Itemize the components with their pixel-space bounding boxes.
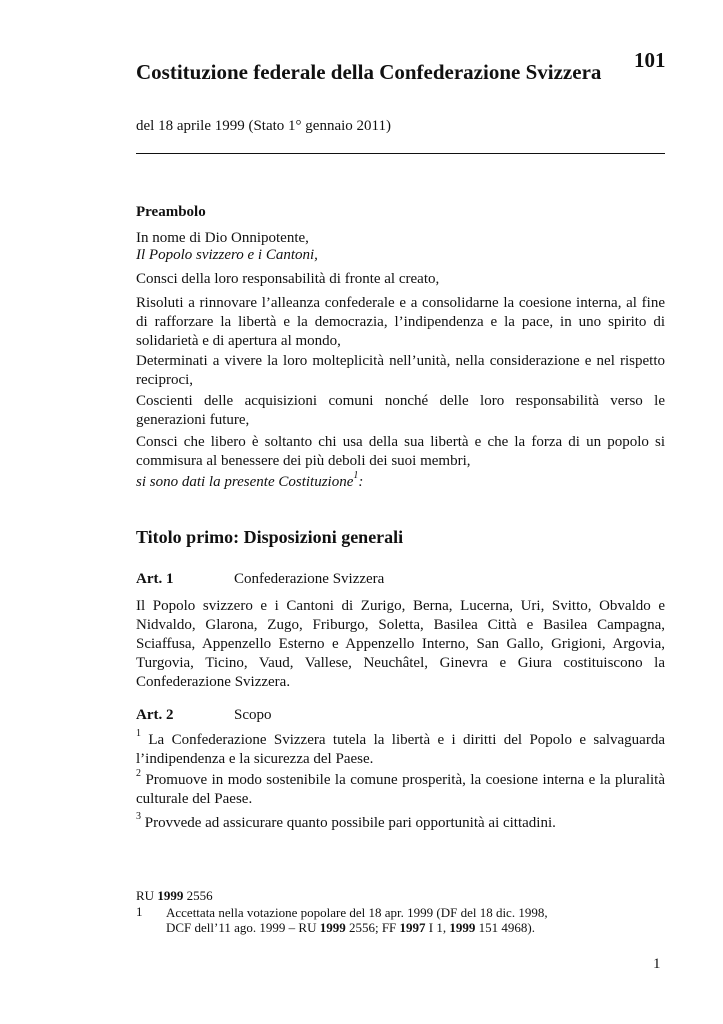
paragraph-number: 3 <box>136 811 141 822</box>
paragraph-number: 2 <box>136 768 141 779</box>
preamble-line1: In nome di Dio Onnipotente, <box>136 230 309 246</box>
art2-paragraph-2 <box>136 768 665 809</box>
paragraph-text: Promuove in modo sostenibile la comune prosperità, la coesione interna e la pluralità culturale del Paese. <box>136 772 665 807</box>
art1-title: Confederazione Svizzera <box>234 571 385 587</box>
preamble-paragraph-3: Determinati a vivere la loro molteplicità nell’unità, nella considerazione e nel rispetto reciproci, <box>136 353 665 388</box>
paragraph-text: La Confederazione Svizzera tutela la libertà e i diritti del Popolo e salvaguarda l’indipendenza e la sicurezza del Paese. <box>136 732 665 767</box>
section-title: Titolo primo: Disposizioni generali <box>136 527 404 547</box>
footnote-line-2 <box>166 920 535 936</box>
paragraph-text: Provvede ad assicurare quanto possibile pari opportunità ai cittadini. <box>144 815 556 831</box>
art2-paragraph-3 <box>136 811 665 833</box>
fn-year: 1999 <box>449 920 476 935</box>
fn-year: 1999 <box>319 920 346 935</box>
preamble-heading: Preambolo <box>136 204 206 220</box>
preamble-closing <box>136 470 665 492</box>
art2-title: Scopo <box>234 707 272 723</box>
ru-prefix: RU <box>136 888 155 903</box>
art1-label: Art. 1 <box>136 571 174 587</box>
fn-year: 1997 <box>399 920 426 935</box>
ru-reference <box>136 888 213 904</box>
preamble-paragraph-1: Consci della loro responsabilità di fronte al creato, <box>136 271 440 287</box>
preamble-paragraph-4: Coscienti delle acquisizioni comuni nonché delle loro responsabilità verso le generazioni future, <box>136 393 665 428</box>
preamble-paragraph-5: Consci che libero è soltanto chi usa della sua libertà e che la forza di un popolo si commisura al benessere dei più deboli dei suoi membri, <box>136 434 665 469</box>
fn-part: I 1, <box>428 920 447 935</box>
art1-text: Il Popolo svizzero e i Cantoni di Zurigo, Berna, Lucerna, Uri, Svitto, Obvaldo e Nidvaldo, Glarona, Zugo, Friburgo, Soletta, Basilea Città e Basilea Campagna, Sciaffusa, Appenzello Esterno e Appenzello Interno, San Gallo, Grigioni, Argovia, Turgovia, Ticino, Vaud, Vallese, Neuchâtel, Ginevra e Giura costituiscono la Confederazione Svizzera. <box>136 598 665 690</box>
footnote-number: 1 <box>136 904 143 919</box>
art2-paragraph-1 <box>136 728 665 769</box>
date-line: del 18 aprile 1999 (Stato 1° gennaio 2011) <box>136 118 391 134</box>
document-title: Costituzione federale della Confederazione Svizzera <box>136 60 602 84</box>
page-number: 1 <box>653 956 661 972</box>
preamble-line2: Il Popolo svizzero e i Cantoni, <box>136 247 318 263</box>
fn-part: DCF dell’11 ago. 1999 – RU <box>166 920 317 935</box>
fn-part: 151 4968). <box>478 920 535 935</box>
preamble-paragraph-2: Risoluti a rinnovare l’alleanza confederale e a consolidarne la coesione interna, al fine di rafforzare la libertà e la democrazia, l’indipendenza e la pace, in uno spirito di solidarietà e di apertura al mondo, <box>136 295 665 349</box>
paragraph-number: 1 <box>136 728 141 739</box>
header-rule <box>136 153 665 154</box>
footnote-ref[interactable]: 1 <box>353 470 359 481</box>
ru-year: 1999 <box>157 888 184 903</box>
sr-number: 101 <box>634 48 666 72</box>
preamble-closing-colon: : <box>358 474 364 490</box>
preamble-closing-text: si sono dati la presente Costituzione <box>136 474 354 490</box>
art2-label: Art. 2 <box>136 707 174 723</box>
fn-part: 2556; FF <box>348 920 397 935</box>
ru-page: 2556 <box>186 888 213 903</box>
footnote-line-1: Accettata nella votazione popolare del 18 apr. 1999 (DF del 18 dic. 1998, <box>166 905 548 920</box>
